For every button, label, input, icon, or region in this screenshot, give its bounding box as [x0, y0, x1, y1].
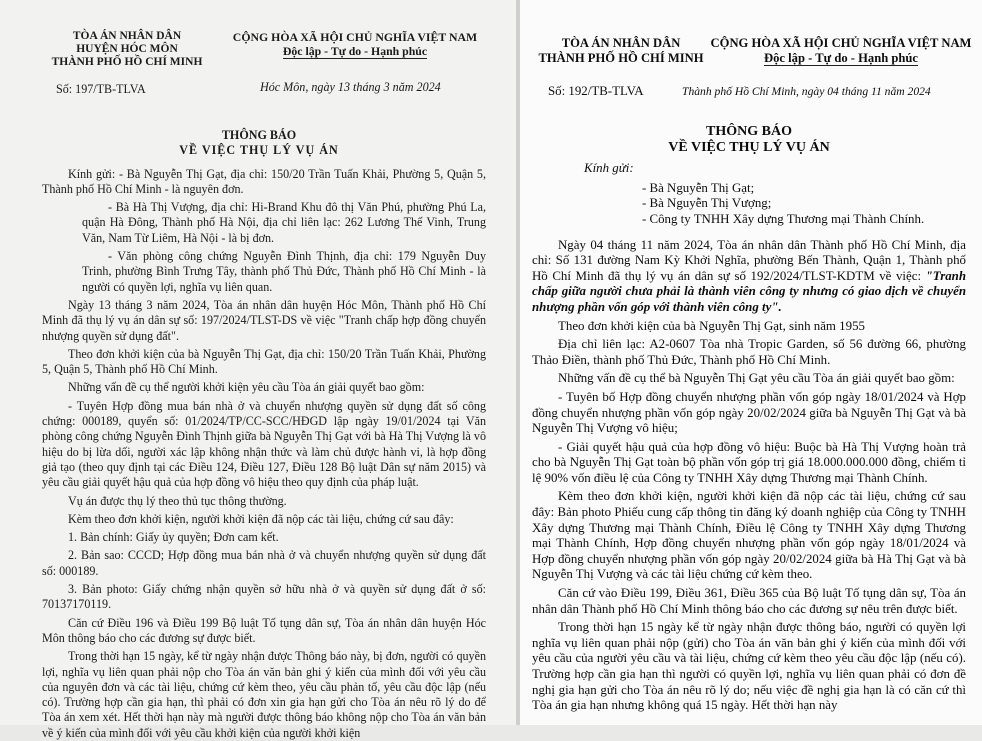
- paragraph: Ngày 13 tháng 3 năm 2024, Tòa án nhân dân huyện Hóc Môn, Thành phố Hồ Chí Minh đã thụ lý vụ án dân sự số: 197/2024/TLST-DS về việc "Tranh chấp hợp đồng chuyển nhượng quyền sử dụng đất".: [42, 297, 486, 343]
- paragraph: 1. Bản chính: Giấy ủy quyền; Đơn cam kết.: [68, 530, 279, 545]
- paragraph: Vụ án được thụ lý theo thủ tục thông thường.: [68, 493, 287, 508]
- document-header: [532, 36, 972, 74]
- agency-line: THÀNH PHỐ HỒ CHÍ MINH: [51, 56, 203, 68]
- document-body: [42, 167, 486, 741]
- paragraph: Theo đơn khởi kiện của bà Nguyễn Thị Gạt, sinh năm 1955: [558, 318, 865, 333]
- agency-line: TÒA ÁN NHÂN DÂN: [561, 36, 681, 50]
- nation-name: CỘNG HÒA XÃ HỘI CHỦ NGHĨA VIỆT NAM: [232, 30, 478, 44]
- paragraph: Những vấn đề cụ thể người khởi kiện yêu cầu Tòa án giải quyết bao gồm:: [68, 380, 425, 395]
- paragraph: 3. Bản photo: Giấy chứng nhận quyền sở hữu nhà ở và quyền sử dụng đất ở số: 70137170119.: [42, 582, 486, 612]
- paragraph-text: Ngày 04 tháng 11 năm 2024, Tòa án nhân dân Thành phố Hồ Chí Minh, địa chỉ: Số 131 đường Nam Kỳ Khởi Nghĩa, phường Bến Thành, Quận 1, Thành phố Hồ Chí Minh đã thụ lý vụ án dân sự số 192/2024/TLST-KDTM về việc:: [532, 237, 966, 283]
- paragraph: - Tuyên bố Hợp đồng chuyển nhượng phần vốn góp ngày 18/01/2024 và Hợp đồng chuyển nhượng phần vốn góp ngày 20/02/2024 giữa bà Nguyễn Thị Gạt và bà Nguyễn Thị Vượng vô hiệu;: [532, 389, 966, 436]
- document-number: Số: 192/TB-TLVA: [548, 84, 644, 98]
- paragraph: Trong thời hạn 15 ngày kể từ ngày nhận được thông báo, người có quyền lợi nghĩa vụ liên quan phải nộp (gửi) cho Tòa án văn bản ghi ý kiến của mình đối với yêu cầu của người yêu cầu và tài liệu, chứng cứ kèm theo yêu cầu độc lập (nếu có). Trường hợp cần gia hạn thì người có quyền lợi, nghĩa vụ liên quan phải có đơn đề nghị gia hạn gửi cho Tòa án nêu rõ lý do; nếu việc đề nghị gia hạn là có căn cứ thì Tòa án gia hạn nhưng không quá 15 ngày. Hết thời hạn này: [532, 620, 966, 713]
- paragraph: [532, 238, 966, 316]
- document-title: THÔNG BÁO: [706, 124, 792, 139]
- national-header: [220, 30, 490, 59]
- paragraph: Địa chỉ liên lạc: A2-0607 Tòa nhà Tropic Garden, số 56 đường 66, phường Thảo Điền, thành phố Thủ Đức, Thành phố Hồ Chí Minh.: [532, 337, 966, 367]
- paragraph: Trong thời hạn 15 ngày, kể từ ngày nhận được Thông báo này, bị đơn, người có quyền lợi, nghĩa vụ liên quan phải nộp cho Tòa án văn bản ghi ý kiến của mình đối với yêu cầu của nguyên đơn và các tài liệu, chứng cứ kèm theo, yêu cầu phản tố, yêu cầu độc lập (nếu có). Trường hợp cần gia hạn, thì phải có đơn xin gia hạn gửi cho Tòa án nêu rõ lý do để Tòa án xem xét. Hết thời hạn này mà người được thông báo không nộp cho Tòa án văn bản về ý kiến của mình đối với yêu cầu khởi kiện của người khởi kiện: [42, 649, 486, 740]
- agency-line: THÀNH PHỐ HỒ CHÍ MINH: [538, 50, 704, 65]
- document-subtitle: VỀ VIỆC THỤ LÝ VỤ ÁN: [668, 139, 830, 155]
- paragraph: Kính gửi: - Bà Nguyễn Thị Gạt, địa chỉ: 150/20 Trần Tuấn Khải, Phường 5, Quận 5, Thành phố Hồ Chí Minh - là nguyên đơn.: [42, 166, 486, 196]
- paragraph: Theo đơn khởi kiện của bà Nguyễn Thị Gạt, địa chỉ: 150/20 Trần Tuấn Khải, Phường 5, Quận 5, Thành phố Hồ Chí Minh.: [42, 346, 486, 377]
- paragraph: - Văn phòng công chứng Nguyễn Đình Thịnh, địa chỉ: 179 Nguyễn Duy Trinh, phường Bình Trưng Tây, thành phố Thủ Đức, Thành phố Hồ Chí Minh - là người có quyền lợi, nghĩa vụ liên quan.: [82, 249, 486, 294]
- place-date: Thành phố Hồ Chí Minh, ngày 04 tháng 11 năm 2024: [682, 85, 931, 98]
- nation-name: CỘNG HÒA XÃ HỘI CHỦ NGHĨA VIỆT NAM: [710, 36, 972, 50]
- recipient-list: [532, 181, 966, 228]
- paragraph: Kèm theo đơn khởi kiện, người khởi kiện đã nộp các tài liệu, chứng cứ sau đây: Bản photo Phiếu cung cấp thông tin đăng ký doanh nghiệp của Công ty TNHH Xây dựng Thương mại Thành Chính, Điều lệ Công ty TNHH Xây dựng Thương mại Thành Chính, Hợp đồng chuyển nhượng phần vốn góp ngày 18/01/2024 và Hợp đồng chuyển nhượng phần vốn góp ngày 20/02/2024 giữa bà Hà Thị Gạt và bà Nguyễn Thị Vượng và các tài liệu chứng cứ kèm theo.: [532, 489, 966, 582]
- greeting: Kính gửi:: [584, 161, 634, 176]
- paragraph: - Tuyên Hợp đồng mua bán nhà ở và chuyển nhượng quyền sử dụng đất số công chứng: 000189, quyển số: 01/2024/TP/CC-SCC/HĐGD lập ngày 19/01/2024 tại Văn phòng công chứng Nguyễn Đình Thịnh giữa bà Nguyễn Thị Gạt với bà Hà Thị Vượng là vô hiệu do bị lừa dối, người xác lập không nhận thức và làm chủ được hành vi, là hợp đồng giả tạo (theo quy định tại các Điều 124, Điều 127, Điều 128 Bộ luật Dân sự năm 2015) và yêu cầu giải quyết hậu quả của hợp đồng vô hiệu theo quy định của pháp luật.: [42, 398, 486, 490]
- document-body: [532, 238, 966, 714]
- number-date-row: [42, 80, 486, 128]
- court-name: [532, 36, 710, 65]
- national-motto: Độc lập - Tự do - Hạnh phúc: [764, 50, 918, 65]
- document-subtitle: VỀ VIỆC THỤ LÝ VỤ ÁN: [179, 143, 339, 158]
- paragraph: Căn cứ vào Điều 199, Điều 361, Điều 365 của Bộ luật Tố tụng dân sự, Tòa án nhân dân Thành phố Hồ Chí Minh thông báo cho các đương sự nêu trên được biết.: [532, 586, 966, 616]
- place-date: Hóc Môn, ngày 13 tháng 3 năm 2024: [260, 80, 441, 94]
- agency-line: TÒA ÁN NHÂN DÂN: [72, 30, 182, 42]
- court-name: [42, 30, 212, 69]
- paragraph: Những vấn đề cụ thể bà Nguyễn Thị Gạt yêu cầu Tòa án giải quyết bao gồm:: [558, 371, 955, 386]
- paragraph: - Bà Hà Thị Vượng, địa chỉ: Hi-Brand Khu đô thị Văn Phú, phường Phú La, quận Hà Đông, Thành phố Hà Nội, địa chỉ liên lạc: 262 Lương Thế Vinh, Trung Văn, Nam Từ Liêm, Hà Nội - là bị đơn.: [82, 200, 486, 245]
- paragraph: 2. Bản sao: CCCD; Hợp đồng mua bán nhà ở và chuyển nhượng quyền sử dụng đất số: 000189.: [42, 548, 486, 578]
- recipient-item: - Bà Nguyễn Thị Vượng;: [642, 196, 772, 211]
- case-subject: "Tranh chấp giữa người chưa phải là thành viên công ty nhưng có giao dịch về chuyển nhượng phần vốn góp với thành viên công ty".: [532, 268, 966, 314]
- national-header: [710, 36, 972, 66]
- agency-line: HUYỆN HÓC MÔN: [76, 43, 178, 55]
- number-date-row: [532, 84, 966, 124]
- recipient-item: - Công ty TNHH Xây dựng Thương mại Thành Chính.: [642, 211, 925, 226]
- paragraph: Căn cứ Điều 196 và Điều 199 Bộ luật Tố tụng dân sự, Tòa án nhân dân huyện Hóc Môn thông báo cho các đương sự được biết.: [42, 615, 486, 645]
- paragraph: Kèm theo đơn khởi kiện, người khởi kiện đã nộp các tài liệu, chứng cứ sau đây:: [68, 511, 454, 526]
- recipient-item: - Bà Nguyễn Thị Gạt;: [642, 180, 755, 195]
- national-motto: Độc lập - Tự do - Hạnh phúc: [282, 44, 428, 58]
- paragraph: - Giải quyết hậu quả của hợp đồng vô hiệu: Buộc bà Hà Thị Vượng hoàn trả cho bà Nguyễn Thị Gạt toàn bộ phần vốn góp trị giá 18.000.000.000 đồng, chiếm tỉ lệ 90% vốn điều lệ của Công ty TNHH Xây dựng Thương mại Thành Chính.: [532, 439, 966, 485]
- document-right: [520, 0, 982, 725]
- document-title: THÔNG BÁO: [221, 128, 297, 142]
- document-number: Số: 197/TB-TLVA: [56, 82, 146, 96]
